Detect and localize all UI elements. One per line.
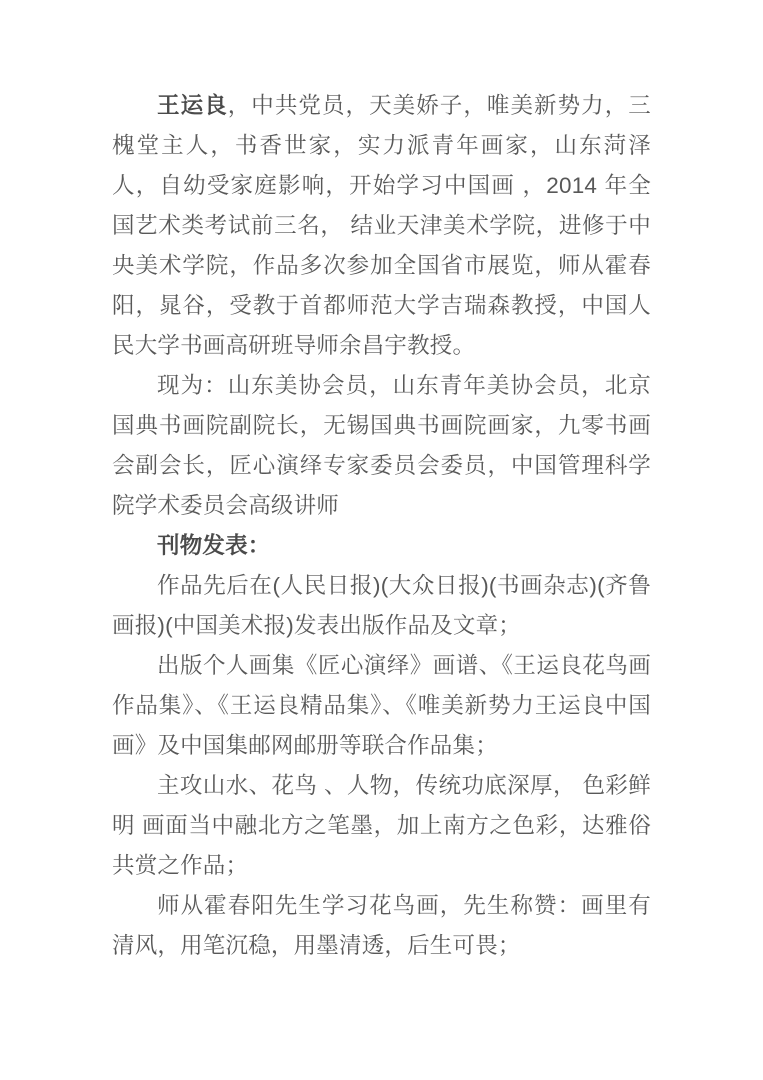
paragraph-text: 现为：山东美协会员，山东青年美协会员，北京国典书画院副院长，无锡国典书画院画家，九零书画会副会长，匠心演绎专家委员会委员，中国管理科学院学术委员会高级讲师 (112, 373, 651, 518)
paragraph-publications-2 (112, 646, 651, 766)
paragraph-current-titles (112, 366, 651, 526)
section-heading-publications: 刊物发表： (157, 533, 271, 558)
paragraph-text: 作品先后在(人民日报)(大众日报)(书画杂志)(齐鲁画报)(中国美术报)发表出版作品及文章； (112, 573, 651, 638)
paragraph-text: 出版个人画集《匠心演绎》画谱、《王运良花鸟画作品集》、《王运良精品集》、《唯美新势力王运良中国画》及中国集邮网邮册等联合作品集； (112, 653, 651, 758)
paragraph-bio-intro (112, 86, 651, 366)
paragraph-mentor-praise (112, 886, 651, 966)
paragraph-publications-heading (112, 526, 651, 566)
paragraph-text: 师从霍春阳先生学习花鸟画，先生称赞：画里有清风，用笔沉稳，用墨清透，后生可畏； (112, 893, 651, 958)
paragraph-publications-1 (112, 566, 651, 646)
paragraph-text: 主攻山水、花鸟 、人物，传统功底深厚， 色彩鲜明 画面当中融北方之笔墨，加上南方之色彩，达雅俗共赏之作品； (112, 773, 651, 878)
paragraph-specialty (112, 766, 651, 886)
document-body (112, 86, 651, 966)
paragraph-text: ，中共党员，天美娇子，唯美新势力，三槐堂主人，书香世家，实力派青年画家，山东菏泽人，自幼受家庭影响，开始学习中国画 ，2014 年全国艺术类考试前三名， 结业天津美术学院，进修于中央美术学院，作品多次参加全国省市展览，师从霍春阳，晁谷，受教于首都师范大学吉瑞森教授，中国人民大学书画高研班导师余昌宇教授。 (112, 93, 651, 358)
artist-name: 王运良 (157, 93, 228, 118)
